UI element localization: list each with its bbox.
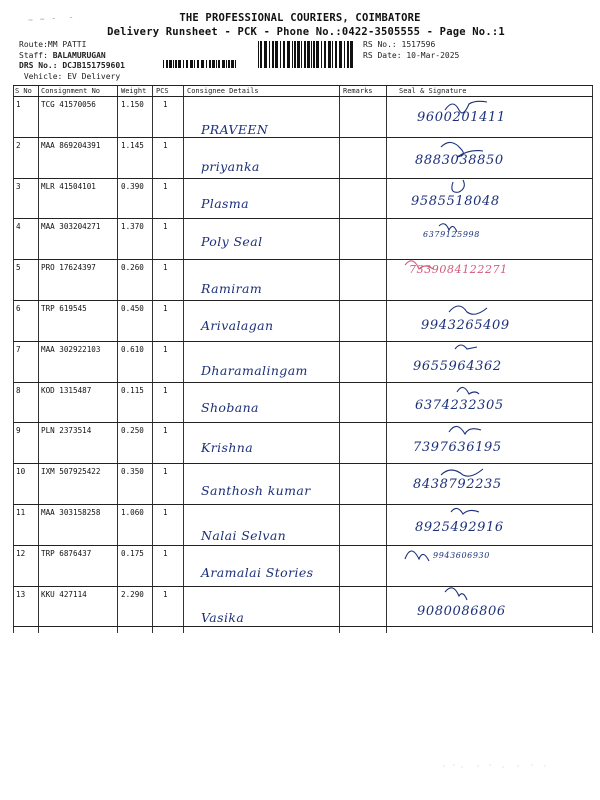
row-consignment-no: TRP 6876437 [41,548,92,558]
staff-value: BALAMURUGAN [52,50,106,60]
row-consignment-no: TCG 41570056 [41,100,96,109]
signature-phone: 8925492916 [415,520,504,535]
signature-phone: 9655964362 [413,358,502,374]
row-pcs: 1 [163,304,168,313]
signature-cell [405,96,590,137]
signature-cell [405,137,590,178]
row-weight: 0.260 [121,263,144,273]
row-consignment-no: IXM 507925422 [41,467,101,477]
row-weight: 0.610 [121,344,144,354]
row-weight: 0.390 [121,181,144,191]
row-weight: 0.250 [121,426,144,436]
table-row [13,137,593,178]
rs-barcode [258,41,354,68]
row-consignment-no: TRP 619545 [41,304,87,313]
row-weight: 1.145 [121,140,144,150]
signature-cell [405,545,590,586]
row-consignment-no: MLR 41504101 [41,181,96,191]
drs-value: DCJB151759601 [62,61,125,70]
col-header-consignee: Consignee Details [187,87,259,95]
rs-date-value: 10-Mar-2025 [406,50,460,60]
table-row [13,300,593,341]
row-pcs: 1 [163,100,168,109]
meta-left [19,40,125,82]
row-consignment-no: KKU 427114 [41,589,87,599]
faint-dots [440,760,560,772]
row-pcs: 1 [163,589,168,599]
consignee-name: Vasika [201,609,245,625]
signature-phone: 7397636195 [413,440,502,456]
row-sno: 3 [16,181,21,191]
signature-phone: 8883038850 [415,152,504,168]
row-weight: 1.150 [121,100,144,109]
row-pcs: 1 [163,385,168,395]
signature-phone: 7339084122271 [409,263,508,277]
col-header-pcs: PCS [156,87,169,95]
row-divider [13,85,593,86]
row-sno: 10 [16,467,26,477]
row-pcs: 1 [163,548,168,558]
table-row [13,545,593,586]
row-weight: 0.450 [121,304,144,313]
table-row [13,463,593,504]
signature-phone: 9943606930 [433,550,490,560]
consignee-name: Plasma [201,195,249,211]
consignee-name: Krishna [201,440,254,456]
signature-cell [405,382,590,423]
row-weight: 1.370 [121,222,144,232]
vehicle-line: Vehicle: EV Delivery [23,71,121,81]
row-sno: 2 [16,140,21,150]
row-consignment-no: MAA 303158258 [41,508,101,517]
runsheet-table [13,85,593,633]
signature-cell [405,463,590,504]
consignee-name: PRAVEEN [201,122,269,137]
row-consignment-no: PLN 2373514 [41,426,92,436]
rs-no-line: RS No.: 1517596 [363,40,436,49]
row-consignment-no: PRO 17624397 [41,263,96,273]
signature-cell [405,422,590,463]
row-pcs: 1 [163,222,168,232]
table-row [13,422,593,463]
row-sno: 6 [16,304,21,313]
row-consignment-no: MAA 303204271 [41,222,101,232]
row-sno: 5 [16,263,21,273]
row-consignment-no: MAA 869204391 [41,140,101,150]
table-row [13,586,593,627]
consignee-name: Dharamalingam [201,362,308,378]
row-pcs: 1 [163,140,168,150]
row-sno: 1 [16,100,21,109]
row-sno: 4 [16,222,21,232]
vehicle-value: EV Delivery [67,71,121,81]
row-weight: 0.350 [121,467,144,477]
drs-line: DRS No.: DCJB151759601 [19,61,125,70]
consignee-name: Ramiram [201,281,263,297]
signature-cell [405,300,590,341]
row-sno: 12 [16,548,26,558]
rs-date-line: RS Date: 10-Mar-2025 [363,50,460,60]
table-row [13,178,593,219]
staff-line: Staff: BALAMURUGAN [19,50,106,60]
row-pcs: 1 [163,344,168,354]
row-weight: 0.175 [121,548,144,558]
col-header-sno: S No [15,87,32,95]
table-row [13,504,593,545]
consignee-name: Nalai Selvan [201,528,287,543]
row-divider [13,626,593,627]
signature-phone: 8438792235 [413,477,502,493]
col-header-remarks: Remarks [343,87,373,95]
company-title: THE PROFESSIONAL COURIERS, COIMBATORE [179,12,421,24]
col-header-weight: Weight [121,87,147,95]
row-weight: 1.060 [121,508,144,517]
signature-cell [405,218,590,259]
signature-cell [405,504,590,545]
row-sno: 8 [16,385,21,395]
consignee-name: Poly Seal [201,234,263,250]
row-weight: 2.290 [121,589,144,599]
table-row [13,382,593,423]
signature-phone: 9585518048 [411,193,500,209]
signature-phone: 9943265409 [421,318,510,333]
table-row [13,96,593,137]
meta-right [363,40,459,61]
row-pcs: 1 [163,181,168,191]
col-header-consignment: Consignment No [41,87,101,95]
table-row [13,259,593,300]
signature-phone: 6379125998 [423,230,480,240]
signature-cell [405,341,590,382]
col-header-signature: Seal & Signature [399,87,467,95]
rs-no-value: 1517596 [401,40,436,49]
signature-cell [405,178,590,219]
row-sno: 13 [16,589,26,599]
row-pcs: 1 [163,426,168,436]
row-weight: 0.115 [121,385,144,395]
consignee-name: Arivalagan [201,318,274,333]
pencil-scribble: ~ ~ - - [27,12,75,25]
consignee-name: Santhosh kumar [201,483,311,499]
consignee-name: Shobana [201,399,259,415]
row-sno: 9 [16,426,21,436]
row-consignment-no: MAA 302922103 [41,344,101,354]
row-pcs: 1 [163,263,168,273]
row-pcs: 1 [163,508,168,517]
signature-cell [405,259,590,300]
route-line: Route:MM PATTI [19,40,87,49]
table-row [13,218,593,259]
signature-phone: 9600201411 [417,110,506,125]
signature-phone: 9080086806 [417,603,506,619]
consignee-name: priyanka [201,158,260,174]
signature-phone: 6374232305 [415,397,504,413]
route-value: MM PATTI [47,40,87,49]
runsheet-subtitle: Delivery Runsheet - PCK - Phone No.:0422-3505555 - Page No.:1 [107,26,505,38]
row-sno: 11 [16,508,26,517]
row-consignment-no: KOD 1315487 [41,385,92,395]
table-row [13,341,593,382]
drs-barcode [163,60,237,68]
signature-cell [405,586,590,627]
row-sno: 7 [16,344,21,354]
row-pcs: 1 [163,467,168,477]
consignee-name: Aramalai Stories [201,564,314,580]
